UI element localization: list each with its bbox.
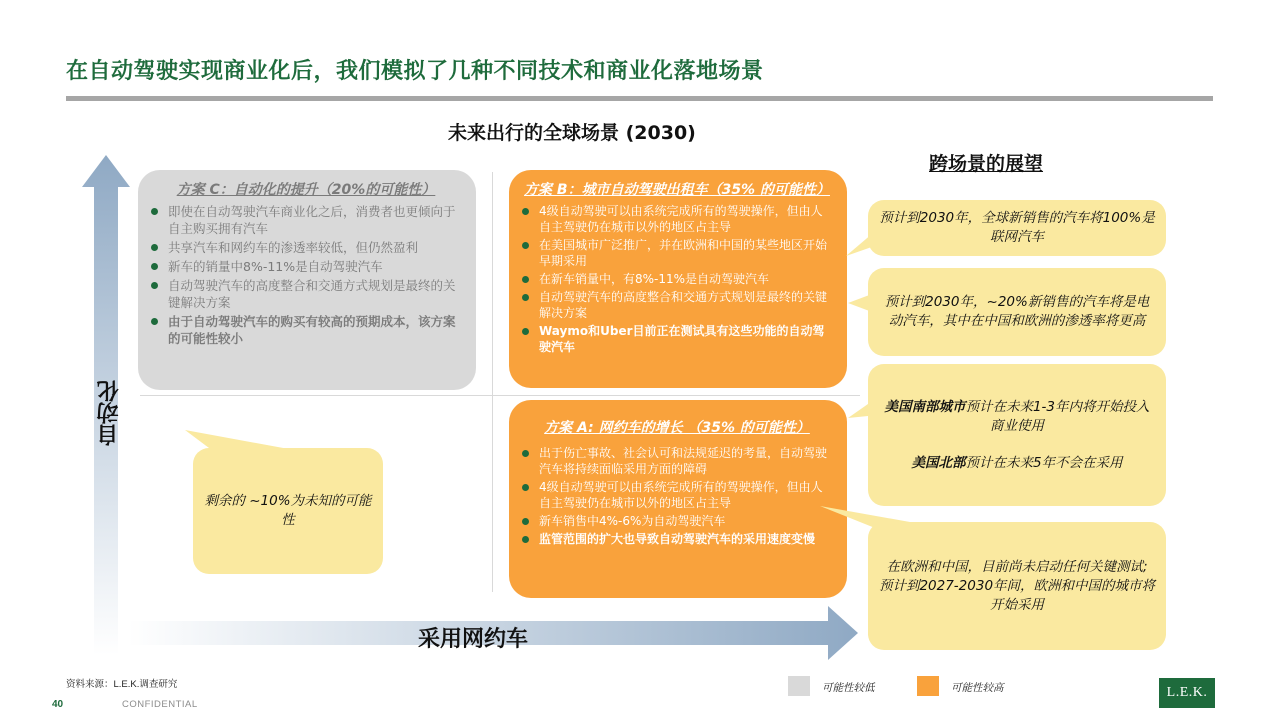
- list-item: 4级自动驾驶可以由系统完成所有的驾驶操作，但由人自主驾驶仍在城市以外的地区占主导: [521, 479, 833, 511]
- scenario-c-heading: 方案 C：自动化的提升（20%的可能性）: [176, 182, 436, 198]
- outlook-us-south: [878, 398, 1156, 436]
- outlook-electric-cars-text: 预计到2030年，~20%新销售的汽车将是电动汽车，其中在中国和欧洲的渗透率将更高: [884, 294, 1150, 329]
- list-item: 出于伤亡事故、社会认可和法规延迟的考量，自动驾驶汽车将持续面临采用方面的障碍: [521, 445, 833, 477]
- legend-high-swatch: [917, 676, 939, 696]
- outlook-europe-china-text-2: 预计到2027-2030年间，欧洲和中国的城市将开始采用: [878, 577, 1156, 613]
- list-item: 即使在自动驾驶汽车商业化之后，消费者也更倾向于自主购买拥有汽车: [150, 203, 462, 237]
- page-number: 40: [52, 699, 64, 710]
- legend-low-label: 可能性较低: [822, 682, 875, 694]
- legend-low-swatch: [788, 676, 810, 696]
- us-south-text: 预计在未来1-3年内将开始投入商业使用: [965, 398, 1150, 434]
- scenario-b-heading: 方案 B：城市自动驾驶出租车（35% 的可能性）: [524, 182, 830, 198]
- us-north-label: 美国北部: [911, 454, 966, 471]
- list-item: 在美国城市广泛推广，并在欧洲和中国的某些地区开始早期采用: [521, 237, 833, 269]
- source-note: 资料来源：L.E.K.调查研究: [66, 679, 178, 690]
- list-item: 新车销售中4%-6%为自动驾驶汽车: [521, 513, 833, 529]
- legend-high-label: 可能性较高: [951, 682, 1004, 694]
- lek-logo: L.E.K.: [1159, 678, 1215, 708]
- scenario-c-bullets: [150, 203, 462, 347]
- scenario-a-box: [509, 400, 847, 598]
- list-item: 共享汽车和网约车的渗透率较低，但仍然盈利: [150, 239, 462, 256]
- unknown-possibility-callout: [193, 448, 383, 574]
- page-title: 在自动驾驶实现商业化后，我们模拟了几种不同技术和商业化落地场景: [66, 59, 764, 84]
- list-item: 4级自动驾驶可以由系统完成所有的驾驶操作，但由人自主驾驶仍在城市以外的地区占主导: [521, 203, 833, 235]
- list-item: 由于自动驾驶汽车的购买有较高的预期成本，该方案的可能性较小: [150, 313, 462, 347]
- list-item: 自动驾驶汽车的高度整合和交通方式规划是最终的关键解决方案: [150, 277, 462, 311]
- outlook-europe-china: [868, 522, 1166, 650]
- list-item: Waymo和Uber目前正在测试具有这些功能的自动驾驶汽车: [521, 323, 833, 355]
- list-item: 监管范围的扩大也导致自动驾驶汽车的采用速度变慢: [521, 531, 833, 547]
- scenario-c-box: [138, 170, 476, 390]
- scenario-b-bullets: [521, 203, 833, 355]
- outlook-connected-cars: [868, 200, 1166, 256]
- unknown-possibility-text: 剩余的 ~10%为未知的可能性: [204, 493, 372, 528]
- outlook-us-north: [878, 454, 1156, 473]
- x-axis-label: 采用网约车: [418, 627, 529, 652]
- outlook-connected-cars-text: 预计到2030年，全球新销售的汽车将100%是联网汽车: [879, 210, 1155, 245]
- outlook-electric-cars: [868, 268, 1166, 356]
- outlook-heading: 跨场景的展望: [929, 153, 1044, 175]
- y-axis-label: 自动化: [97, 380, 122, 446]
- list-item: 在新车销量中，有8%-11%是自动驾驶汽车: [521, 271, 833, 287]
- list-item: 自动驾驶汽车的高度整合和交通方式规划是最终的关键解决方案: [521, 289, 833, 321]
- scenario-b-box: [509, 170, 847, 388]
- confidential-label: CONFIDENTIAL: [122, 699, 198, 710]
- outlook-europe-china-text-1: 在欧洲和中国，目前尚未启动任何关键测试;: [886, 558, 1148, 575]
- scenario-a-bullets: [521, 445, 833, 547]
- quadrant-divider-horizontal: [140, 395, 860, 396]
- us-north-text: 预计在未来5年不会在采用: [965, 454, 1123, 471]
- outlook-us-cities: [868, 364, 1166, 506]
- list-item: 新车的销量中8%-11%是自动驾驶汽车: [150, 258, 462, 275]
- scenario-a-heading: 方案 A: 网约车的增长 （35% 的可能性）: [544, 420, 810, 436]
- chart-subtitle: 未来出行的全球场景 (2030): [448, 122, 696, 144]
- quadrant-divider-vertical: [492, 172, 493, 592]
- title-divider: [66, 96, 1213, 101]
- us-south-label: 美国南部城市: [884, 398, 966, 415]
